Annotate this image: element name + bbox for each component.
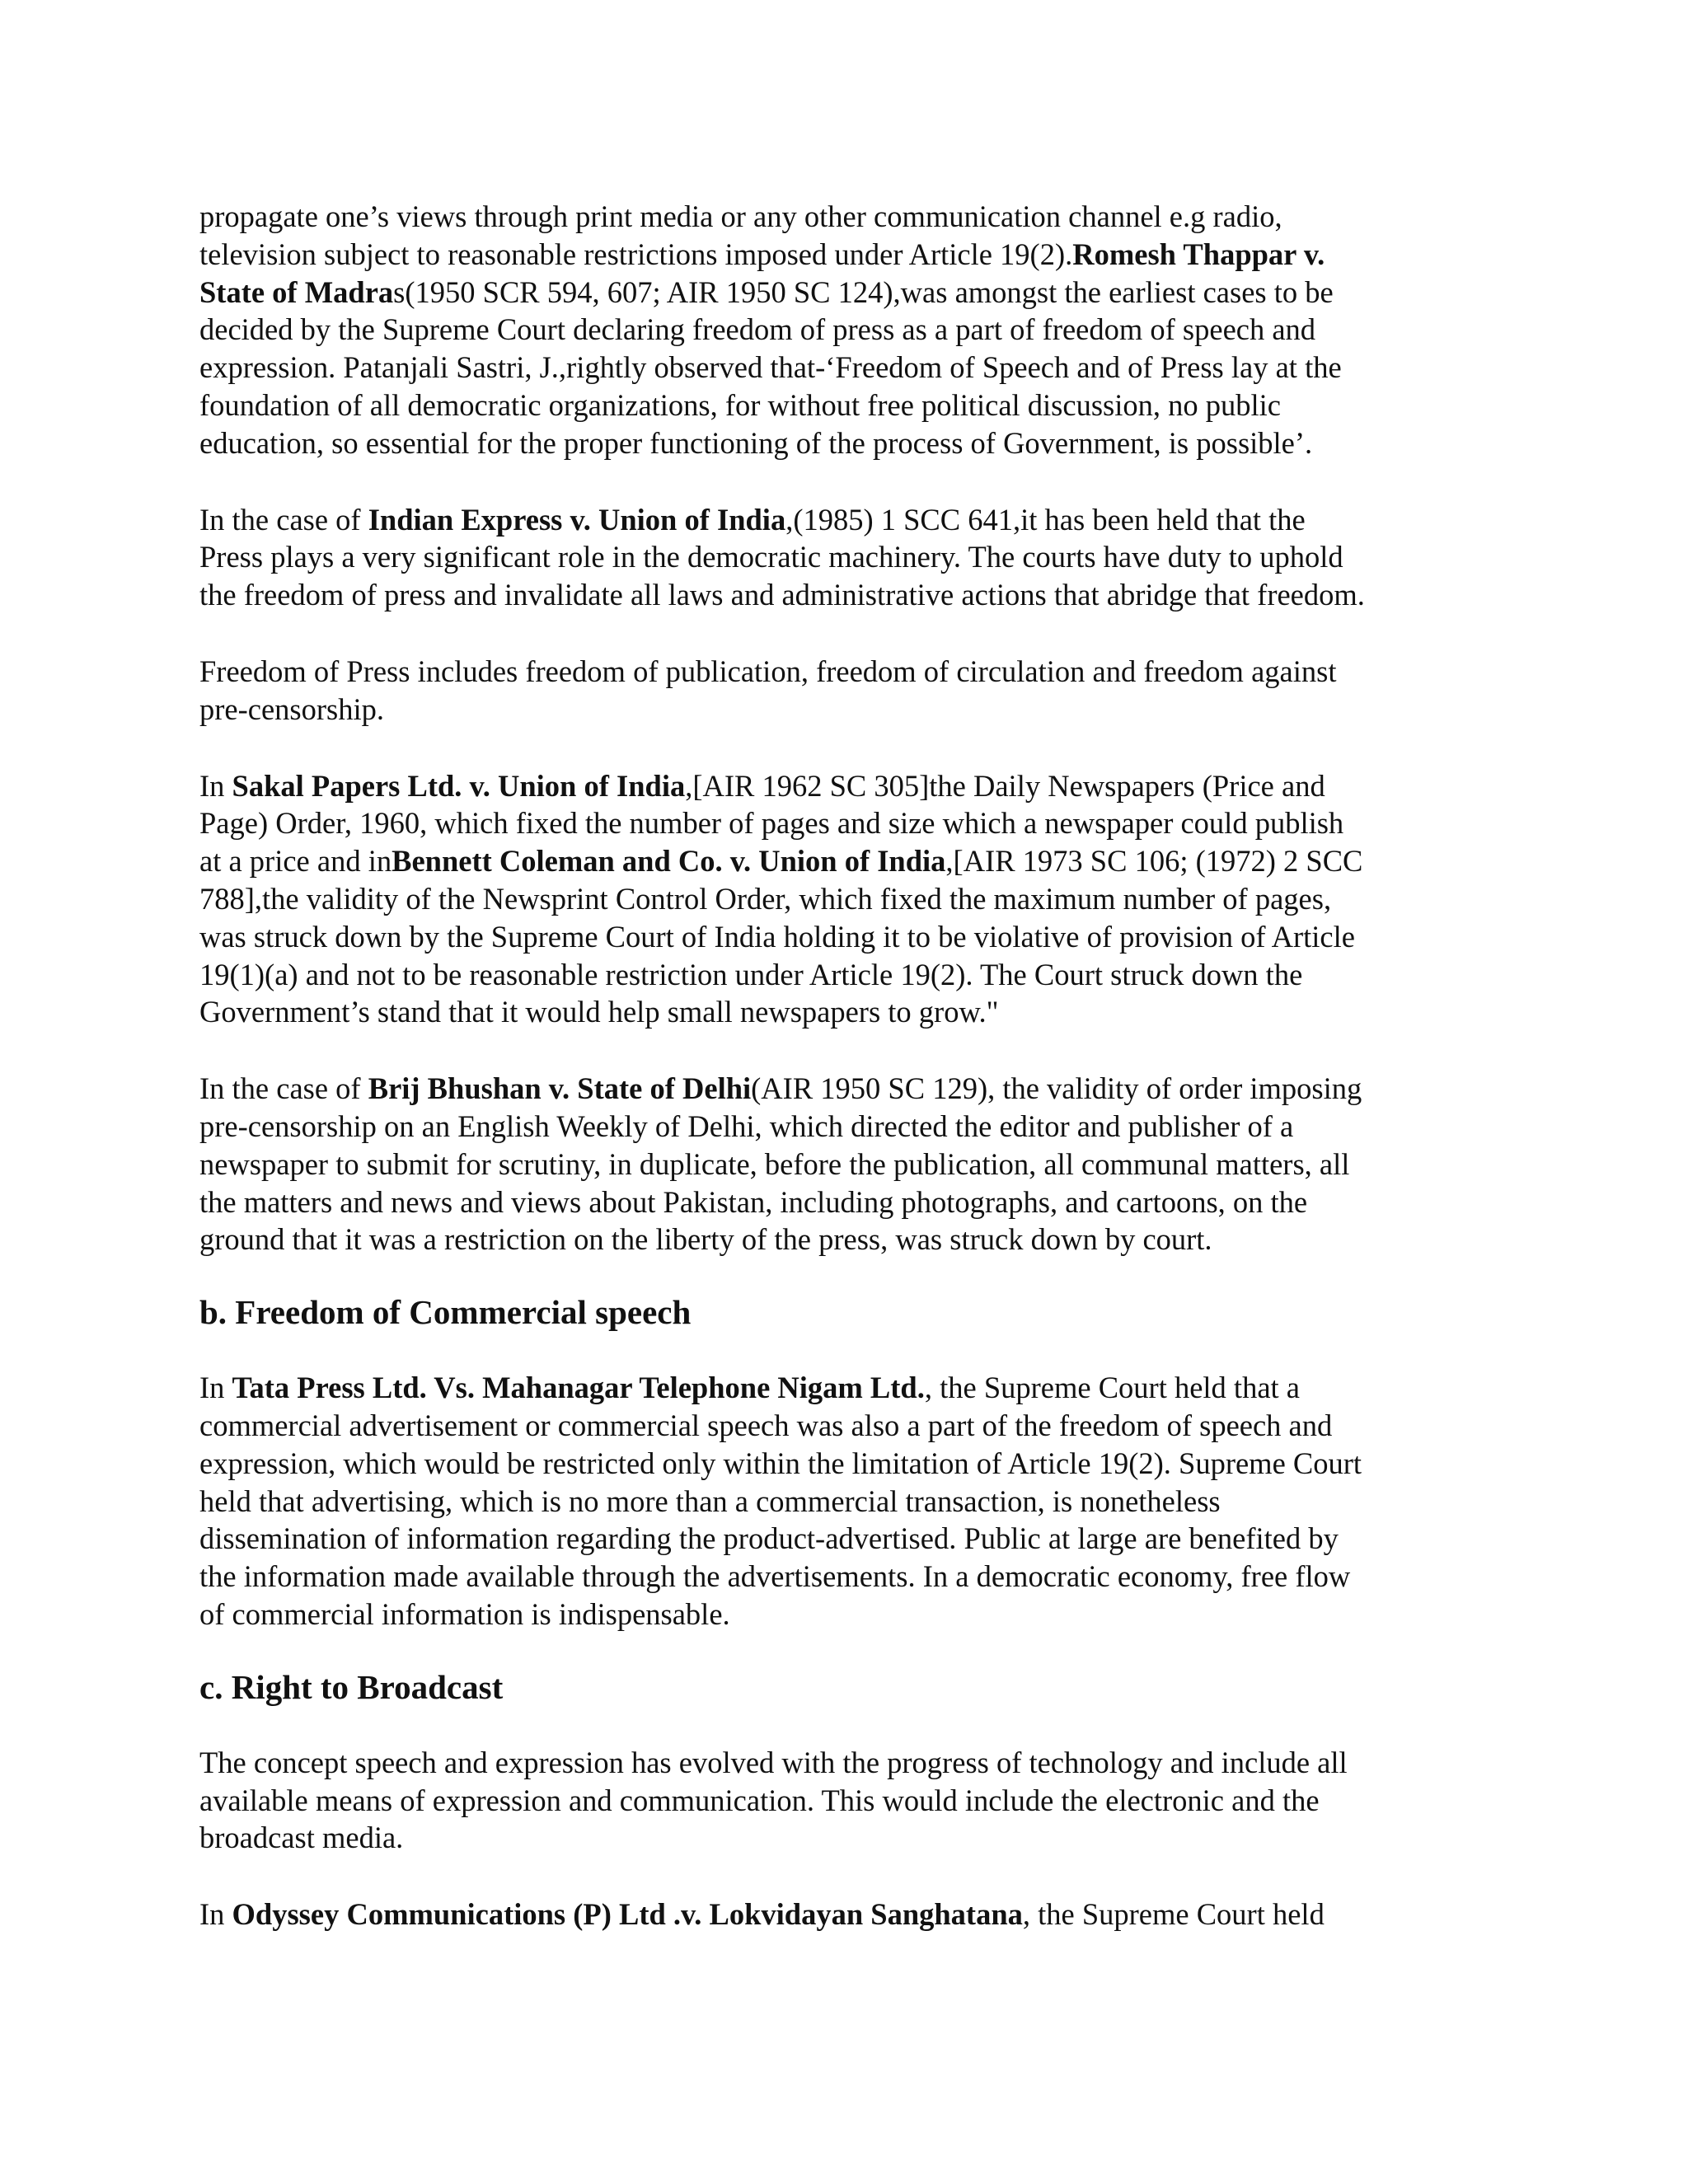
text-line: at a price and inBennett Coleman and Co. v. Union of India,[AIR 1973 SC 106; (1972) 2 SCC [199,844,1363,879]
text-line: In Sakal Papers Ltd. v. Union of India,[AIR 1962 SC 305]the Daily Newspapers (Price and [199,768,1325,803]
text-line: Press plays a very significant role in the democratic machinery. The courts have duty to uphold [199,540,1343,574]
section-heading-commercial-speech: b. Freedom of Commercial speech [199,1293,692,1332]
text-line: In the case of Indian Express v. Union of India,(1985) 1 SCC 641,it has been held that the [199,502,1306,537]
case-name: Odyssey Communications (P) Ltd .v. Lokvidayan Sanghatana [232,1897,1023,1932]
text-line: the matters and news and views about Pakistan, including photographs, and cartoons, on the [199,1184,1308,1219]
paragraph-broadcast-concept [199,1744,1502,1857]
text-line: broadcast media. [199,1821,404,1855]
case-name: Indian Express v. Union of India [368,502,786,537]
paragraph-sakal-papers [199,767,1502,1032]
paragraph-odyssey [199,1896,1502,1933]
text-line: television subject to reasonable restrictions imposed under Article 19(2).Romesh Thappar v. [199,237,1325,271]
text-line: pre-censorship. [199,691,384,726]
case-name: Sakal Papers Ltd. v. Union of India [232,768,686,803]
text-line: foundation of all democratic organizations, for without free political discussion, no public [199,387,1281,422]
text-line: expression, which would be restricted only within the limitation of Article 19(2). Supreme Court [199,1446,1362,1480]
text-line: decided by the Supreme Court declaring freedom of press as a part of freedom of speech and [199,312,1316,347]
paragraph-indian-express [199,501,1502,614]
paragraph-tata-press [199,1369,1502,1633]
text-line: In Odyssey Communications (P) Ltd .v. Lokvidayan Sanghatana, the Supreme Court held [199,1897,1325,1932]
text-line: of commercial information is indispensable. [199,1596,730,1631]
document-page [199,198,1502,1972]
paragraph-freedom-of-press [199,653,1502,729]
text-line: the freedom of press and invalidate all laws and administrative actions that abridge that freedom. [199,578,1365,612]
text-line: Freedom of Press includes freedom of publication, freedom of circulation and freedom against [199,654,1337,688]
section-heading-right-to-broadcast: c. Right to Broadcast [199,1667,504,1706]
text-line: 788],the validity of the Newsprint Control Order, which fixed the maximum number of pages, [199,881,1332,916]
case-name: State of Madra [199,274,394,309]
text-line: commercial advertisement or commercial speech was also a part of the freedom of speech and [199,1408,1333,1442]
text-line: The concept speech and expression has evolved with the progress of technology and include all [199,1745,1348,1779]
text-line: available means of expression and communication. This would include the electronic and the [199,1783,1320,1817]
text-line: held that advertising, which is no more than a commercial transaction, is nonetheless [199,1483,1221,1518]
paragraph-brij-bhushan [199,1070,1502,1258]
text-line: 19(1)(a) and not to be reasonable restriction under Article 19(2). The Court struck down the [199,957,1303,991]
case-name: Romesh Thappar v. [1072,237,1325,271]
text-line: State of Madras(1950 SCR 594, 607; AIR 1950 SC 124),was amongst the earliest cases to be [199,274,1334,309]
text-line: propagate one’s views through print media or any other communication channel e.g radio, [199,199,1282,233]
text-line: Page) Order, 1960, which fixed the number of pages and size which a newspaper could publish [199,806,1344,841]
text-line: In Tata Press Ltd. Vs. Mahanagar Telephone Nigam Ltd., the Supreme Court held that a [199,1371,1300,1405]
text-line: In the case of Brij Bhushan v. State of Delhi(AIR 1950 SC 129), the validity of order imposing [199,1071,1362,1106]
case-name: Brij Bhushan v. State of Delhi [368,1071,752,1106]
text-line: education, so essential for the proper functioning of the process of Government, is possible’. [199,425,1313,460]
text-line: Government’s stand that it would help small newspapers to grow." [199,995,999,1029]
case-name: Bennett Coleman and Co. v. Union of India [392,844,946,879]
text-line: ground that it was a restriction on the liberty of the press, was struck down by court. [199,1222,1212,1257]
text-line: pre-censorship on an English Weekly of Delhi, which directed the editor and publisher of a [199,1108,1294,1143]
text-line: expression. Patanjali Sastri, J.,rightly observed that-‘Freedom of Speech and of Press lay at the [199,350,1342,385]
case-name: Tata Press Ltd. Vs. Mahanagar Telephone Nigam Ltd. [232,1371,925,1405]
text-line: dissemination of information regarding the product-advertised. Public at large are benefited by [199,1521,1339,1556]
text-line: was struck down by the Supreme Court of India holding it to be violative of provision of Article [199,919,1355,954]
text-line: the information made available through the advertisements. In a democratic economy, free flow [199,1559,1351,1594]
paragraph-romesh-thappar [199,198,1502,462]
text-line: newspaper to submit for scrutiny, in duplicate, before the publication, all communal matters, all [199,1146,1350,1181]
